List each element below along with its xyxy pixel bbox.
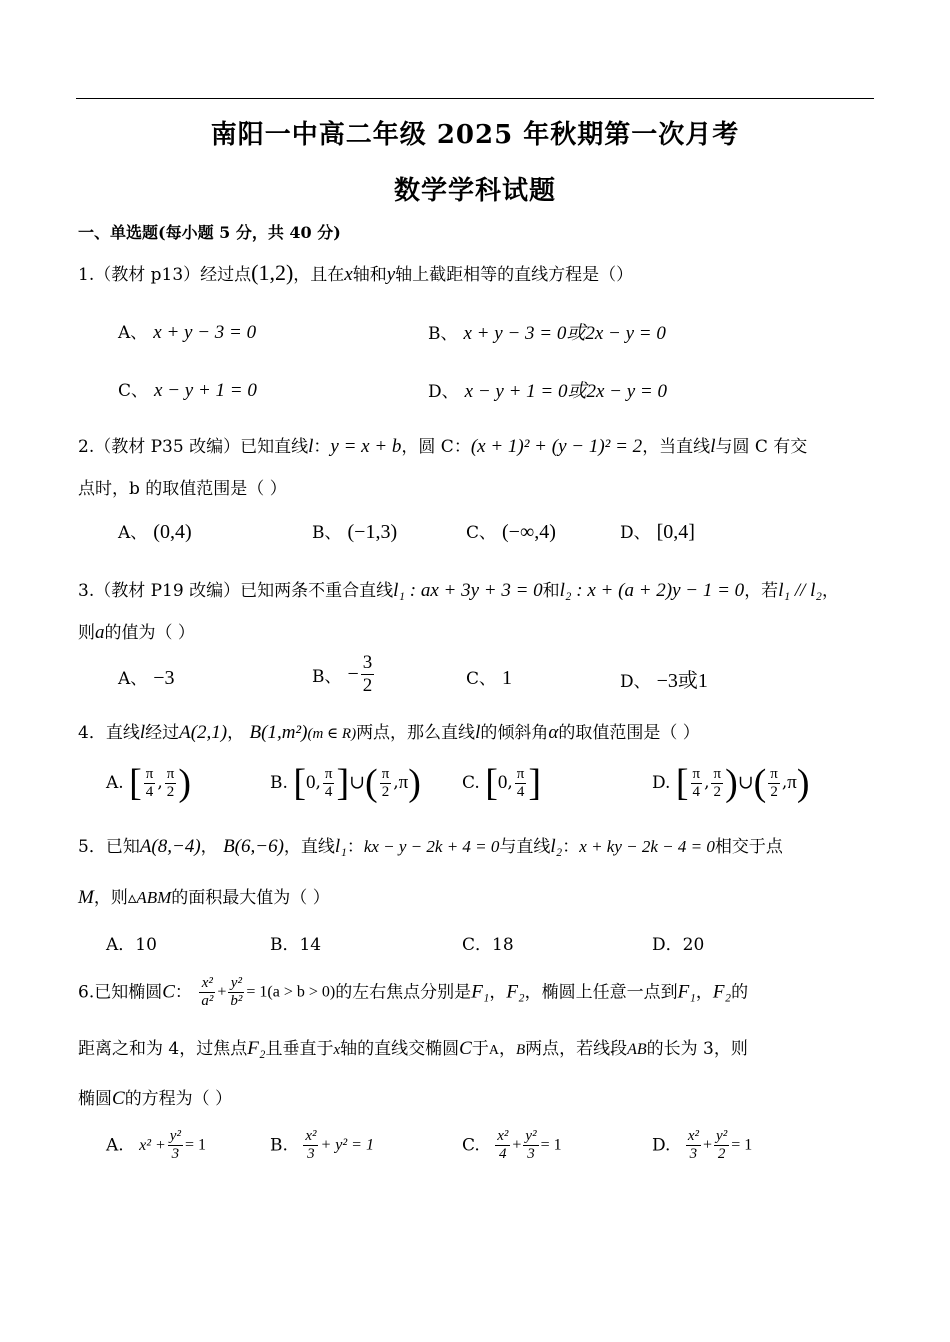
q2-option-c[interactable]: C、 (−∞,4) (466, 521, 556, 543)
q1-var-y: y (386, 264, 396, 285)
q6-option-c[interactable]: C. $\frac{\text{x²}}{4}$ + $\frac{\text{y²}}{3}$ = 1 (462, 1128, 562, 1162)
q4-option-b[interactable]: B. [0, $\frac{\pi}{4}$ ]∪( $\frac{\pi}{2}$ ,π) (270, 762, 421, 804)
q6-option-a[interactable]: A. x² + $\frac{\text{y²}}{3}$ = 1 (106, 1128, 206, 1162)
q5-option-a[interactable]: A．10 (106, 935, 157, 955)
question-5-line2: M，则▵ABM的面积最大值为（ ） (78, 887, 330, 908)
q6-option-b[interactable]: B. $\frac{\text{x²}}{3}$ + y² = 1 (270, 1128, 374, 1162)
q5-option-d[interactable]: D．20 (652, 935, 705, 955)
question-3: 3.（教材 P19 改编）已知两条不重合直线l₁ : ax + 3y + 3 = 0和l₂ : x + (a + 2)y − 1 = 0，若l₁ // l₂， (78, 580, 840, 601)
question-6: 6.已知椭圆C： $\frac{\text{x²}}{\text{a²}}$ + $\frac{\text{y²}}{\text{b²}}$ = 1(a > b > 0)的左右焦点分别是F₁，F₂，椭圆上任意一点到F₁，F₂的 (78, 975, 749, 1009)
q1-text: 轴上截距相等的直线方程是（） (395, 265, 634, 285)
question-6-line3: 椭圆C的方程为（ ） (78, 1088, 233, 1109)
q1-text: 1.（教材 p13）经过点 (78, 265, 252, 285)
q2-option-b[interactable]: B、 (−1,3) (312, 521, 398, 543)
q1-text: ，且在 (293, 265, 345, 285)
question-4: 4．直线l经过A(2,1)， B(1,m²)(m ∈ R)两点，那么直线l的倾斜角α的取值范围是（ ） (78, 722, 700, 743)
q1-var-x: x (344, 264, 353, 285)
q2-option-a[interactable]: A、 (0,4) (118, 521, 192, 543)
q5-option-c[interactable]: C．18 (462, 935, 514, 955)
q1-text: 轴和 (352, 265, 387, 285)
question-1 (78, 262, 633, 286)
question-2-line2: 点时，b 的取值范围是（ ） (78, 479, 287, 499)
q5-option-b[interactable]: B．14 (270, 935, 322, 955)
q6-option-d[interactable]: D. $\frac{\text{x²}}{3}$ + $\frac{\text{y²}}{2}$ = 1 (652, 1128, 753, 1162)
q1-option-a[interactable]: A、 x + y − 3 = 0 (118, 322, 257, 343)
q1-option-d[interactable]: D、 x − y + 1 = 0或2x − y = 0 (428, 381, 667, 402)
q3-option-a[interactable]: A、 −3 (118, 667, 175, 689)
q3-b-fraction: $\frac{3}{2}$ (362, 652, 373, 696)
exam-title: 南阳一中高二年级 2025 年秋期第一次月考 (210, 120, 740, 150)
q3-option-d[interactable]: D、 −3或1 (620, 670, 708, 692)
exam-subtitle: 数学学科试题 (393, 176, 556, 206)
question-3-line2: 则a的值为（ ） (78, 622, 195, 643)
q4-option-c[interactable]: C. [0, $\frac{\pi}{4}$ ] (462, 762, 542, 804)
q3-option-c[interactable]: C、 1 (466, 667, 513, 689)
q4-option-a[interactable]: A. [ $\frac{\pi}{4}$ , $\frac{\pi}{2}$ ) (106, 762, 191, 804)
q2-option-d[interactable]: D、 [0,4] (620, 521, 695, 543)
section-heading: 一、单选题(每小题 5 分，共 40 分) (78, 223, 341, 242)
question-5: 5．已知A(8,−4)， B(6,−6)，直线l₁：kx − y − 2k + 4 = 0与直线l₂：x + ky − 2k − 4 = 0相交于点 (78, 836, 783, 857)
q3-option-b[interactable]: B、 − $\frac{3}{2}$ (312, 652, 373, 696)
top-rule (76, 98, 874, 99)
question-6-line2: 距离之和为 4，过焦点F₂且垂直于x轴的直线交椭圆C于A，B两点，若线段AB的长为 3，则 (78, 1038, 748, 1059)
q1-option-c[interactable]: C、 x − y + 1 = 0 (118, 380, 257, 401)
q1-point: (1,2) (251, 260, 294, 285)
q4-option-d[interactable]: D. [ $\frac{\pi}{4}$ , $\frac{\pi}{2}$ )∪( $\frac{\pi}{2}$ ,π) (652, 762, 810, 804)
question-2: 2.（教材 P35 改编）已知直线l：y = x + b，圆 C：(x + 1)² + (y − 1)² = 2，当直线l与圆 C 有交 (78, 436, 808, 457)
q1-option-b[interactable]: B、 x + y − 3 = 0或2x − y = 0 (428, 323, 666, 344)
